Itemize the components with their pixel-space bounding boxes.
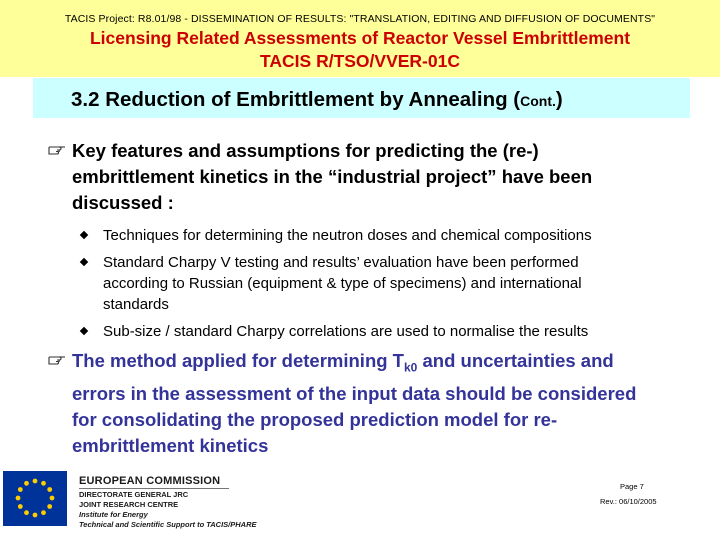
diamond-bullet-icon xyxy=(80,258,88,266)
diamond-bullet-icon xyxy=(80,231,88,239)
ec-dg: DIRECTORATE GENERAL JRC xyxy=(79,490,189,499)
bullet-line: embrittlement kinetics in the “industrial project” have been xyxy=(72,166,593,187)
sub-bullet-line: Standard Charpy V testing and results’ evaluation have been performed xyxy=(103,254,579,271)
page-number: Page 7 xyxy=(620,482,644,491)
eu-flag-icon xyxy=(3,471,67,526)
header-subtitle: TACIS R/TSO/VVER-01C xyxy=(260,51,460,71)
section-title-bar xyxy=(33,78,690,118)
bullet-line: Key features and assumptions for predicting the (re-) xyxy=(72,140,539,161)
diamond-bullet-icon xyxy=(80,327,88,335)
bullet-line: errors in the assessment of the input data should be considered xyxy=(72,382,637,404)
ec-name: EUROPEAN COMMISSION xyxy=(79,475,221,487)
tk0-subscript: k0 xyxy=(403,360,418,375)
eu-stars-icon xyxy=(3,471,67,526)
section-title-close: ) xyxy=(555,88,563,111)
bullet-line: embrittlement kinetics xyxy=(72,434,269,456)
bullet-line: for consolidating the proposed prediction model for re- xyxy=(72,408,558,430)
sub-bullet-line: Techniques for determining the neutron doses and chemical compositions xyxy=(103,227,592,244)
sub-bullet-line: according to Russian (equipment & type of specimens) and international xyxy=(103,275,582,292)
pointing-hand-icon xyxy=(48,353,66,367)
divider xyxy=(79,488,229,489)
bullet-line xyxy=(72,348,636,381)
section-title-text: 3.2 Reduction of Embrittlement by Annealing ( xyxy=(71,88,521,111)
sub-bullet-line: standards xyxy=(103,296,169,313)
slide-header xyxy=(0,0,720,77)
cont-label: Cont. xyxy=(520,93,556,109)
bullet-line-post: and uncertainties and xyxy=(417,350,614,371)
header-title: Licensing Related Assessments of Reactor Vessel Embrittlement xyxy=(89,28,631,48)
european-commission-block xyxy=(79,475,257,530)
bullet-line: discussed : xyxy=(72,192,174,213)
section-title xyxy=(71,88,563,112)
bullet-line-pre: The method applied for determining T xyxy=(72,350,404,371)
pointing-hand-icon xyxy=(48,143,66,157)
ec-institute: Institute for Energy xyxy=(79,510,148,519)
ec-support: Technical and Scientific Support to TACIS/PHARE xyxy=(79,520,257,529)
ec-jrc: JOINT RESEARCH CENTRE xyxy=(79,500,179,509)
revision-date: Rev.: 06/10/2005 xyxy=(600,497,657,506)
sub-bullet-line: Sub-size / standard Charpy correlations are used to normalise the results xyxy=(103,323,589,340)
project-line: TACIS Project: R8.01/98 - DISSEMINATION OF RESULTS: "TRANSLATION, EDITING AND DIFFUSION OF DOCUMENTS" xyxy=(64,13,656,25)
